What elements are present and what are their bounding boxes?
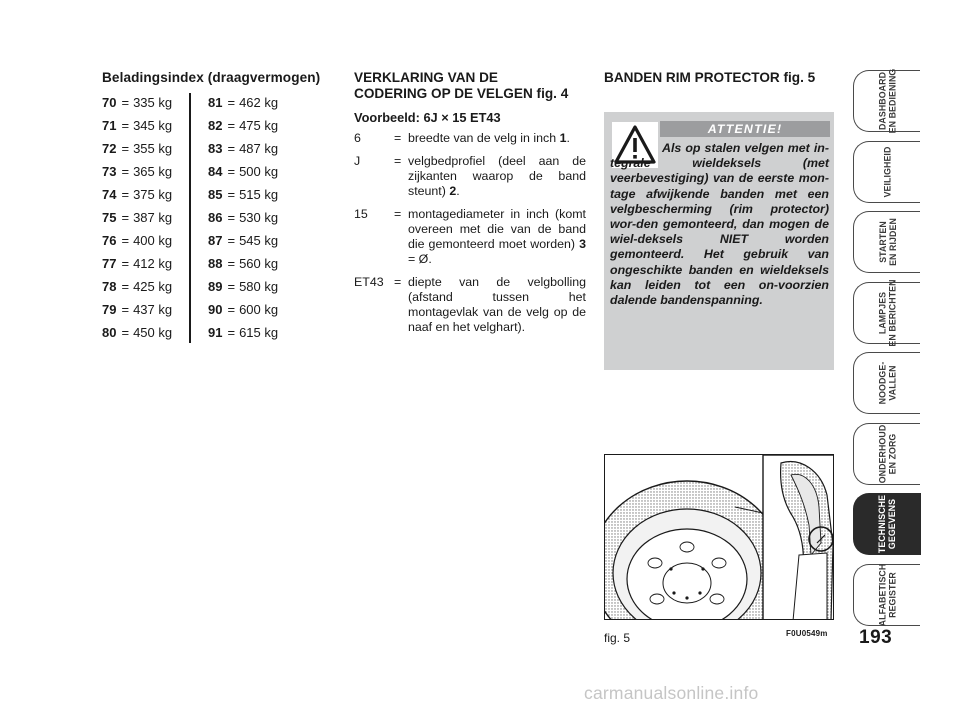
load-index-number: 77 — [102, 256, 117, 271]
definition-figure-ref: 1 — [559, 131, 567, 145]
load-index-weight: 530 kg — [239, 210, 279, 225]
load-index-weight: 345 kg — [133, 118, 173, 133]
load-index-weight: 425 kg — [133, 279, 173, 294]
load-index-number: 89 — [208, 279, 223, 294]
warning-title: ATTENTIE! — [660, 121, 830, 137]
load-index-entry: 71 = 345 kg — [102, 118, 173, 133]
load-index-entry: 85 = 515 kg — [208, 187, 279, 202]
load-index-number: 73 — [102, 164, 117, 179]
load-index-row — [102, 114, 332, 137]
load-index-entry: 77 = 412 kg — [102, 256, 173, 271]
rim-coding-definition: 15 = montagediameter in inch (komt overeen met die van de band die gemonteerd moet worden) 3 = Ø. — [354, 207, 586, 266]
load-index-weight: 600 kg — [239, 302, 279, 317]
load-index-table — [102, 91, 332, 344]
warning-text: Als op stalen velgen met in-tegrale wieldeksels (met veerbevestiging) van de eerste mon-tage afwijkende banden met een velgbescherming (rim protector) wor-den gemonteerd, dan mogen de wiel-deksels NIET worden gemonteerd. Het gebruik van ongeschikte banden en wieldeksels kan leiden tot een on-voorzien dalende bandenspanning. — [610, 141, 829, 308]
definition-key: 6 — [354, 131, 361, 145]
load-index-row — [102, 206, 332, 229]
load-index-number: 76 — [102, 233, 117, 248]
load-index-entry: 83 = 487 kg — [208, 141, 279, 156]
load-index-number: 78 — [102, 279, 117, 294]
load-index-number: 75 — [102, 210, 117, 225]
load-index-entry: 87 = 545 kg — [208, 233, 279, 248]
warning-box — [604, 112, 834, 370]
load-index-weight: 335 kg — [133, 95, 173, 110]
figure-5-tyre-illustration — [604, 454, 834, 620]
definition-key: ET43 — [354, 275, 384, 289]
chapter-tab-veiligheid[interactable] — [853, 141, 921, 203]
rim-coding-definitions — [354, 131, 586, 335]
load-index-number: 80 — [102, 325, 117, 340]
rim-coding-section — [354, 70, 586, 343]
chapter-tab-alfabetisch[interactable] — [853, 564, 921, 626]
chapter-tab-technische[interactable] — [853, 493, 921, 555]
load-index-number: 70 — [102, 95, 117, 110]
load-index-weight: 545 kg — [239, 233, 279, 248]
load-index-entry: 91 = 615 kg — [208, 325, 279, 340]
load-index-weight: 437 kg — [133, 302, 173, 317]
load-index-entry: 79 = 437 kg — [102, 302, 173, 317]
rim-coding-definition: ET43 = diepte van de velgbolling (afstand tussen het montagevlak van de velg op de naaf en het velghart). — [354, 275, 586, 334]
load-index-row — [102, 183, 332, 206]
watermark: carmanualsonline.info — [584, 683, 759, 703]
load-index-entry: 78 = 425 kg — [102, 279, 173, 294]
load-index-weight: 580 kg — [239, 279, 279, 294]
load-index-weight: 500 kg — [239, 164, 279, 179]
load-index-entry: 88 = 560 kg — [208, 256, 279, 271]
chapter-tab-lampjes[interactable] — [853, 278, 921, 347]
load-index-number: 71 — [102, 118, 117, 133]
load-index-entry: 84 = 500 kg — [208, 164, 279, 179]
chapter-tab-label: STARTEN EN RIJDEN — [877, 218, 898, 266]
chapter-tab-label: ONDERHOUD EN ZORG — [877, 424, 898, 483]
load-index-entry: 90 = 600 kg — [208, 302, 279, 317]
load-index-weight: 355 kg — [133, 141, 173, 156]
load-index-number: 84 — [208, 164, 223, 179]
load-index-divider — [189, 93, 191, 343]
load-index-section — [102, 70, 332, 344]
load-index-weight: 387 kg — [133, 210, 173, 225]
definition-key: 15 — [354, 207, 368, 221]
load-index-heading: Beladingsindex (draagvermogen) — [102, 70, 321, 85]
rim-protector-section — [604, 70, 834, 308]
chapter-tab-starten[interactable] — [853, 211, 921, 273]
load-index-number: 86 — [208, 210, 223, 225]
definition-key: J — [354, 154, 361, 168]
definition-text: velgbedprofiel (deel aan de zijkanten waarop de band steunt) 2. — [408, 154, 586, 198]
load-index-row — [102, 275, 332, 298]
load-index-row — [102, 321, 332, 344]
load-index-number: 83 — [208, 141, 223, 156]
load-index-weight: 375 kg — [133, 187, 173, 202]
rim-coding-heading — [354, 70, 586, 102]
definition-figure-ref: 2 — [449, 184, 457, 198]
load-index-entry: 72 = 355 kg — [102, 141, 173, 156]
load-index-number: 72 — [102, 141, 117, 156]
figure-caption: fig. 5 — [604, 631, 631, 645]
chapter-tab-onderhoud[interactable] — [853, 423, 921, 485]
chapter-tab-label: NOODGE- VALLEN — [877, 361, 898, 405]
load-index-entry: 86 = 530 kg — [208, 210, 279, 225]
chapter-tab-label: VEILIGHEID — [882, 146, 893, 197]
definition-text: diepte van de velgbolling (afstand tussen het montagevlak van de velg op de naaf en het velghart). — [408, 275, 586, 334]
load-index-row — [102, 91, 332, 114]
load-index-number: 81 — [208, 95, 223, 110]
load-index-weight: 560 kg — [239, 256, 279, 271]
load-index-entry: 82 = 475 kg — [208, 118, 279, 133]
load-index-number: 85 — [208, 187, 223, 202]
load-index-weight: 412 kg — [133, 256, 173, 271]
definition-text: breedte van de velg in inch 1. — [408, 131, 570, 145]
figure-code: F0U0549m — [786, 629, 828, 638]
definition-text: montagediameter in inch (komt overeen met die van de band die gemonteerd moet worden) 3 = Ø. — [408, 207, 586, 266]
rim-coding-example: Voorbeeld: 6J × 15 ET43 — [354, 110, 501, 125]
definition-figure-ref: 3 — [579, 237, 586, 251]
load-index-row — [102, 298, 332, 321]
load-index-number: 74 — [102, 187, 117, 202]
load-index-entry: 89 = 580 kg — [208, 279, 279, 294]
load-index-entry: 76 = 400 kg — [102, 233, 173, 248]
load-index-weight: 475 kg — [239, 118, 279, 133]
load-index-weight: 515 kg — [239, 187, 279, 202]
load-index-weight: 462 kg — [239, 95, 279, 110]
page-number: 193 — [859, 627, 893, 648]
load-index-number: 79 — [102, 302, 117, 317]
load-index-weight: 487 kg — [239, 141, 279, 156]
load-index-entry: 75 = 387 kg — [102, 210, 173, 225]
load-index-row — [102, 137, 332, 160]
tyre-drawing — [605, 455, 834, 620]
load-index-number: 82 — [208, 118, 223, 133]
load-index-weight: 615 kg — [239, 325, 279, 340]
load-index-number: 87 — [208, 233, 223, 248]
load-index-number: 88 — [208, 256, 223, 271]
load-index-entry: 70 = 335 kg — [102, 95, 173, 110]
rim-coding-heading-line2: CODERING OP DE VELGEN — [354, 86, 533, 101]
rim-coding-definition: 6 = breedte van de velg in inch 1. — [354, 131, 586, 146]
rim-protector-heading: BANDEN RIM PROTECTOR fig. 5 — [604, 70, 816, 85]
load-index-row — [102, 252, 332, 275]
chapter-tab-dashboard[interactable] — [853, 70, 921, 132]
chapter-tab-label: LAMPJES EN BERICHTEN — [877, 278, 898, 347]
load-index-entry: 73 = 365 kg — [102, 164, 173, 179]
chapter-tab-label: DASHBOARD EN BEDIENING — [877, 68, 898, 134]
load-index-weight: 365 kg — [133, 164, 173, 179]
rim-coding-fig-ref: fig. 4 — [536, 86, 569, 101]
chapter-tab-label: ALFABETISCH REGISTER — [877, 563, 898, 626]
load-index-entry: 81 = 462 kg — [208, 95, 279, 110]
chapter-tab-noodge[interactable] — [853, 352, 921, 414]
load-index-entry: 80 = 450 kg — [102, 325, 173, 340]
load-index-row — [102, 229, 332, 252]
chapter-tab-label: TECHNISCHE GEGEVENS — [877, 494, 898, 554]
rim-coding-heading-line1: VERKLARING VAN DE — [354, 70, 499, 85]
load-index-weight: 450 kg — [133, 325, 173, 340]
load-index-number: 90 — [208, 302, 223, 317]
load-index-row — [102, 160, 332, 183]
load-index-weight: 400 kg — [133, 233, 173, 248]
load-index-entry: 74 = 375 kg — [102, 187, 173, 202]
rim-coding-definition: J = velgbedprofiel (deel aan de zijkanten waarop de band steunt) 2. — [354, 154, 586, 198]
load-index-number: 91 — [208, 325, 223, 340]
